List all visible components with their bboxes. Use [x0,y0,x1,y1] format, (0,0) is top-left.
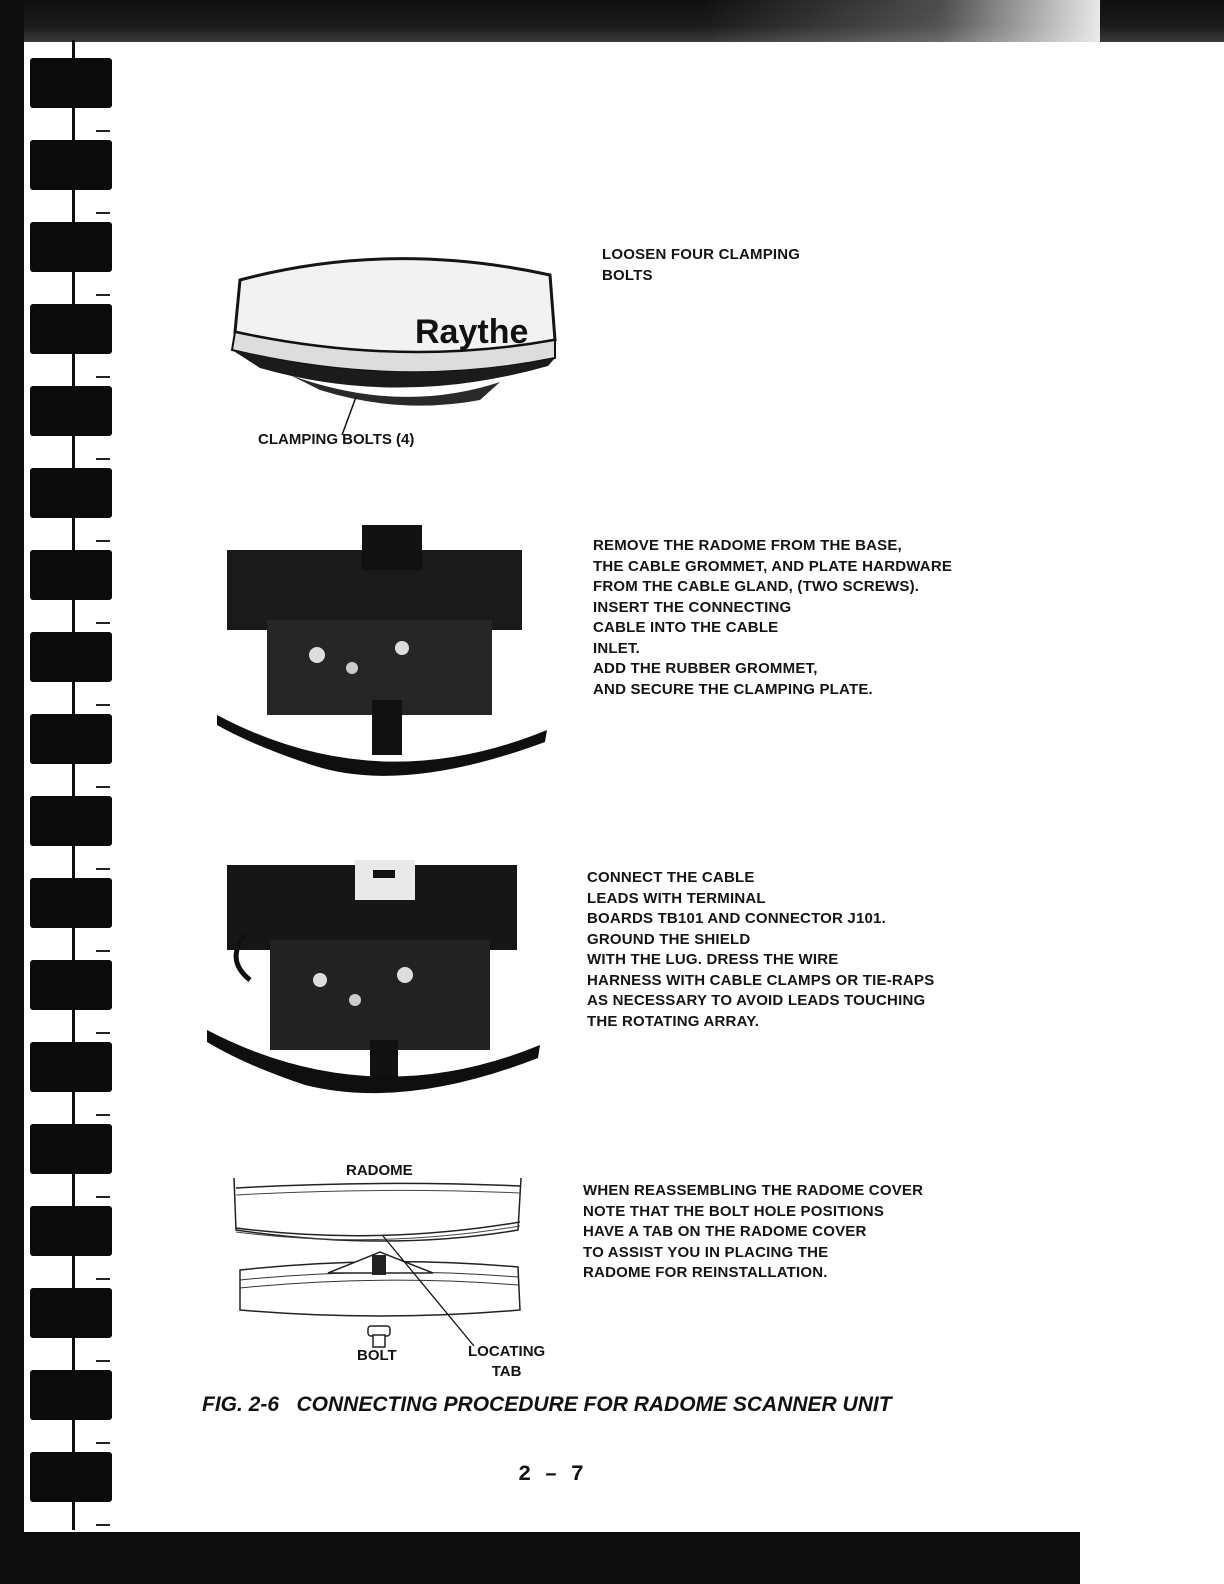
binding-tick [96,622,110,624]
binding-tick [96,1524,110,1526]
terminal-board-wiring-photo [205,860,545,1095]
binding-ring [30,632,112,682]
clamping-bolts-label: CLAMPING BOLTS (4) [258,431,415,448]
binding-tick [96,1032,110,1034]
binding-ring [30,58,112,108]
binding-tick [96,1114,110,1116]
binding-tick [96,1442,110,1444]
clamping-bolts-leader [342,397,356,435]
binding-tick [96,1278,110,1280]
scanner-base-open-photo [212,520,552,770]
binding-tick [96,704,110,706]
binding-ring [30,1370,112,1420]
binding-tick [96,1196,110,1198]
binding-tick [96,868,110,870]
radome-locating-tab-diagram [228,1170,558,1360]
scan-bottom-edge [0,1532,1224,1584]
step-2-instruction: REMOVE THE RADOME FROM THE BASE, THE CABLE GROMMET, AND PLATE HARDWARE FROM THE CABLE GLAND, (TWO SCREWS). INSERT THE CONNECTING CABLE INTO THE CABLE INLET. ADD THE RUBBER GROMMET, AND SECURE THE CLAMPING PLATE. [593,537,953,698]
scan-top-fade [700,0,1100,60]
binding-ring [30,222,112,272]
binding-ring [30,550,112,600]
binding-spine [0,0,24,1584]
scan-bottom-corner [1080,1450,1224,1584]
binding-ring [30,796,112,846]
binding-ring [30,1288,112,1338]
binding-ring [30,714,112,764]
binding-ring [30,878,112,928]
binding-tick [96,950,110,952]
binding-tick [96,786,110,788]
step-3-instruction: CONNECT THE CABLE LEADS WITH TERMINAL BOARDS TB101 AND CONNECTOR J101. GROUND THE SHIELD WITH THE LUG. DRESS THE WIRE HARNESS WITH CABLE CLAMPS OR TIE-RAPS AS NECESSARY TO AVOID LEADS TOUCHING THE ROTATING ARRAY. [587,869,935,1030]
binding-tick [96,294,110,296]
step-4-instruction: WHEN REASSEMBLING THE RADOME COVER NOTE THAT THE BOLT HOLE POSITIONS HAVE A TAB ON THE RADOME COVER TO ASSIST YOU IN PLACING THE RADOME FOR REINSTALLATION. [583,1182,924,1281]
binding-ring [30,304,112,354]
binding-ring [30,1206,112,1256]
figure-caption: FIG. 2-6 CONNECTING PROCEDURE FOR RADOME SCANNER UNIT [202,1393,892,1416]
radome-closed-photo [220,240,570,455]
binding-ring [30,1124,112,1174]
radome-label: RADOME [346,1162,413,1179]
binding-tick [96,376,110,378]
bolt-label: BOLT [357,1347,397,1364]
locating-tab-label: LOCATING TAB [468,1343,546,1380]
binding-tick [96,130,110,132]
binding-tick [96,1360,110,1362]
radome-brand-logo: Raythe [415,313,529,351]
locating-tab-leader [383,1236,474,1346]
binding-tick [96,212,110,214]
page-number: 2 – 7 [518,1462,585,1487]
binding-tick [96,540,110,542]
binding-ring [30,1452,112,1502]
binding-ring [30,140,112,190]
binding-ring [30,386,112,436]
binding-ring [30,1042,112,1092]
binding-ring [30,468,112,518]
binding-ring [30,960,112,1010]
step-1-instruction: LOOSEN FOUR CLAMPING BOLTS [602,246,801,284]
binding-tick [96,458,110,460]
